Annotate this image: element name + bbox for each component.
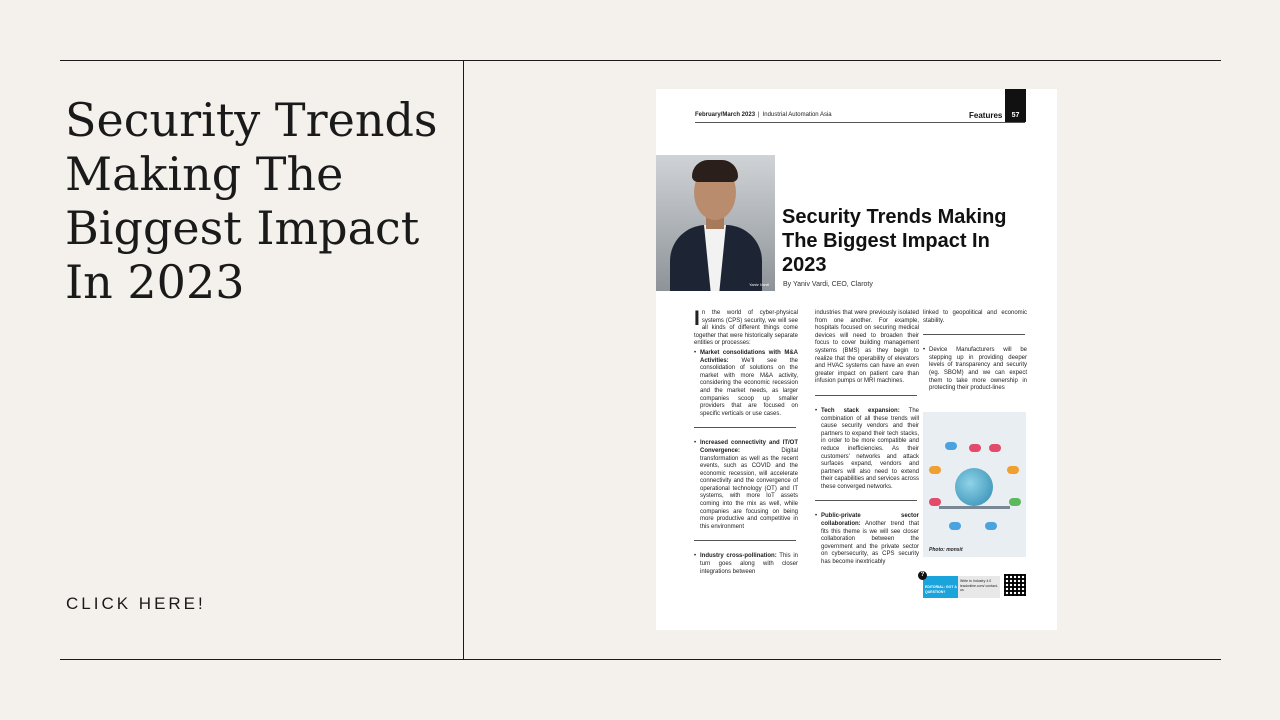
vertical-divider [463, 60, 464, 660]
bullet-text: The combination of all these trends will cause security vendors and their partners to expand their tech stacks, in order to be more compatible and reduce inefficiencies. As their customers' networks and attack surfaces expand, vendors and partners will also need to extend their capabilities and services across these converged networks. [821, 407, 919, 490]
intro-text: n the world of cyber-physical systems (CPS) security, we will see all kinds of different things come together that were historically separate entities or processes: [694, 310, 798, 347]
header-rule [695, 122, 1025, 123]
column-divider [815, 500, 917, 501]
slide-title: Security Trends Making The Biggest Impact In 2023 [65, 93, 438, 309]
city-ground [939, 506, 1010, 509]
section-label: Features [969, 111, 1003, 120]
cloud-icon [985, 522, 997, 530]
cloud-icon [949, 522, 961, 530]
bullet-title: Public-private sector collaboration: [821, 513, 919, 528]
promo-link-text[interactable]: Write to Industry 4.0 leadonline.com/ contact-us [958, 576, 1000, 598]
byline: By Yaniv Vardi, CEO, Claroty [783, 281, 873, 288]
cloud-icon [1009, 498, 1021, 506]
cloud-icon [989, 444, 1001, 452]
cloud-icon [969, 444, 981, 452]
article-column-3 [923, 310, 1027, 395]
bullet-text: Another trend that fits this theme is we will see closer collaboration between the government and the private sector on cybersecurity, as CPS security has become inextricably [821, 521, 919, 566]
page-number: 57 [1005, 89, 1026, 122]
magazine-page[interactable] [656, 89, 1057, 630]
header-separator: | [758, 112, 760, 118]
promo-label: EDITORIAL: GOT A QUESTION? [923, 576, 958, 598]
publication-name: Industrial Automation Asia [762, 112, 832, 118]
article-column-2 [815, 310, 919, 569]
bullet-text: This in turn goes along with closer integrations between [700, 553, 798, 575]
column-divider [923, 334, 1025, 335]
editorial-promo[interactable] [920, 572, 1026, 598]
author-photo [656, 155, 775, 291]
column-divider [694, 427, 796, 428]
photo-caption: Yaniv Vardi [748, 282, 769, 287]
top-rule [60, 60, 1221, 61]
bullet-public-private [815, 513, 919, 566]
article-title: Security Trends Making The Biggest Impact In 2023 [782, 206, 1007, 276]
issue-date: February/March 2023 [695, 112, 756, 118]
globe-icon [955, 468, 993, 506]
article-column-1 [694, 307, 798, 578]
question-icon: ? [918, 571, 927, 580]
continued-paragraph: linked to geopolitical and economic stability. [923, 310, 1027, 324]
bullet-it-ot-convergence [694, 440, 798, 531]
bottom-rule [60, 659, 1221, 660]
cloud-icon [929, 466, 941, 474]
click-here-link[interactable]: CLICK HERE! [66, 594, 206, 613]
bullet-device-manufacturers: • Device Manufacturers will be stepping up in providing deeper levels of transparency and security (eg. SBOM) and we can expect them to take more ownership in protecting their product-lines [923, 347, 1027, 393]
bullet-text: Digital transformation as well as the recent events, such as COVID and the economic recession, will accelerate connectivity and the convergence of operational technology (OT) and IT systems, with more IoT assets coming into the mix as well, while companies are focusing on being more productive and competitive in this environment [700, 447, 798, 530]
bullet-title: Industry cross-pollination: [700, 553, 777, 560]
illustration-caption: Photo: monsit [929, 547, 963, 553]
bullet-title: Market consolidations with M&A Activities: [700, 349, 798, 364]
dropcap: I [694, 307, 700, 330]
qr-code-icon[interactable] [1004, 574, 1026, 596]
bullet-tech-stack [815, 408, 919, 492]
iot-illustration [923, 412, 1026, 557]
cloud-icon [929, 498, 941, 506]
continued-paragraph: industries that were previously isolated from one another. For example, hospitals focused on securing medical devices will need to broaden their focus to cover building management systems (BMS) as they begin to realize that the operability of elevators and HVAC systems can have an even greater impact on patient care than infusion pumps or MRI machines. [815, 310, 919, 385]
bullet-text: We'll see the consolidation of solutions on the market with more M&A activity, considering the economic recession and the market needs, as larger companies scoop up smaller providers that are focused on specific verticals or use cases. [700, 357, 798, 417]
bullet-market-consolidation [694, 350, 798, 418]
column-divider [815, 395, 917, 396]
cloud-icon [945, 442, 957, 450]
bullet-title: Tech stack expansion: [821, 407, 900, 414]
column-divider [694, 540, 796, 541]
cloud-icon [1007, 466, 1019, 474]
photo-hair [692, 160, 738, 182]
intro-paragraph [694, 307, 798, 348]
bullet-cross-pollination [694, 553, 798, 576]
bullet-title: Increased connectivity and IT/OT Convergence: [700, 440, 798, 454]
